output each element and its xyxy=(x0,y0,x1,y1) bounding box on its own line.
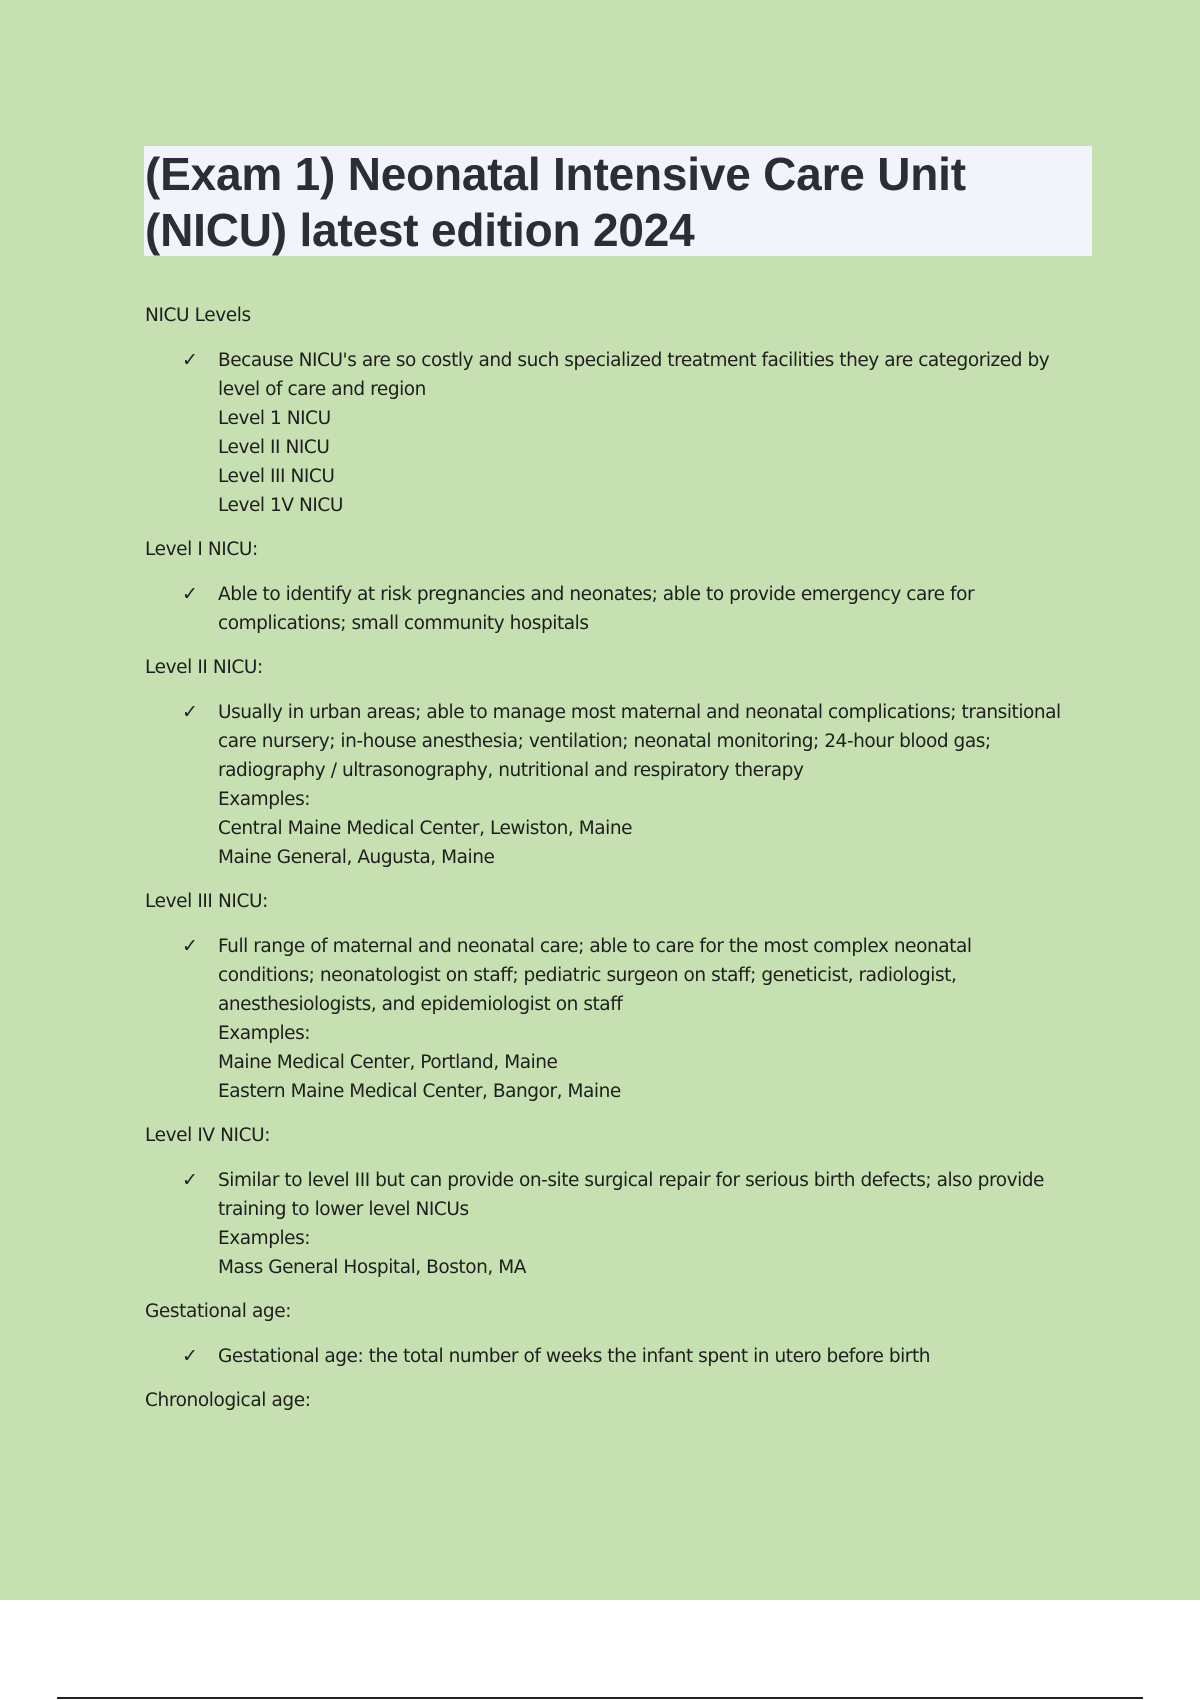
bullet-text-line: Because NICU's are so costly and such specialized treatment facilities they are categorized by xyxy=(218,350,1050,371)
section-heading: Gestational age: xyxy=(145,1301,292,1322)
checkmark-icon: ✓ xyxy=(182,1169,198,1191)
bullet-item xyxy=(145,1342,1085,1371)
bullet-text-line: care nursery; in-house anesthesia; ventilation; neonatal monitoring; 24-hour blood gas; xyxy=(218,731,991,752)
bullet-item xyxy=(145,698,1085,872)
section-heading: NICU Levels xyxy=(145,305,251,326)
bullet-text-line: level of care and region xyxy=(218,379,426,400)
footer-divider xyxy=(57,1697,1143,1699)
bullet-text-line: conditions; neonatologist on staff; pediatric surgeon on staff; geneticist, radiologist, xyxy=(218,965,957,986)
bullet-text-line: Eastern Maine Medical Center, Bangor, Maine xyxy=(218,1081,621,1102)
checkmark-icon: ✓ xyxy=(182,935,198,957)
bullet-item xyxy=(145,932,1085,1106)
bullet-text-line: Level 1 NICU xyxy=(218,408,331,429)
bullet-text-line: training to lower level NICUs xyxy=(218,1199,469,1220)
bullet-text-line: Mass General Hospital, Boston, MA xyxy=(218,1257,526,1278)
bullet-text-line: Full range of maternal and neonatal care; able to care for the most complex neonatal xyxy=(218,936,972,957)
bullet-text-line: Able to identify at risk pregnancies and neonates; able to provide emergency care for xyxy=(218,584,975,605)
bullet-text-line: Central Maine Medical Center, Lewiston, Maine xyxy=(218,818,633,839)
bullet-text-line: Examples: xyxy=(218,789,311,810)
bullet-text-line: complications; small community hospitals xyxy=(218,613,589,634)
bullet-text-line: Level II NICU xyxy=(218,437,330,458)
checkmark-icon: ✓ xyxy=(182,583,198,605)
section-heading: Level II NICU: xyxy=(145,657,263,678)
bullet-item xyxy=(145,346,1085,520)
bullet-text-line: radiography / ultrasonography, nutritional and respiratory therapy xyxy=(218,760,804,781)
bullet-text-line: Level III NICU xyxy=(218,466,335,487)
bullet-text-line: Maine General, Augusta, Maine xyxy=(218,847,495,868)
bullet-text-line: anesthesiologists, and epidemiologist on staff xyxy=(218,994,623,1015)
document-body xyxy=(145,302,1085,1431)
section-heading: Level I NICU: xyxy=(145,539,258,560)
document-title: (Exam 1) Neonatal Intensive Care Unit (NICU) latest edition 2024 xyxy=(145,148,966,256)
bullet-text-line: Maine Medical Center, Portland, Maine xyxy=(218,1052,558,1073)
section-heading: Level IV NICU: xyxy=(145,1125,271,1146)
checkmark-icon: ✓ xyxy=(182,349,198,371)
bullet-item xyxy=(145,580,1085,638)
checkmark-icon: ✓ xyxy=(182,1345,198,1367)
checkmark-icon: ✓ xyxy=(182,701,198,723)
bullet-item xyxy=(145,1166,1085,1282)
section-heading: Level III NICU: xyxy=(145,891,268,912)
bullet-text-line: Similar to level III but can provide on-site surgical repair for serious birth defects; also provide xyxy=(218,1170,1044,1191)
bullet-text-line: Examples: xyxy=(218,1228,311,1249)
bullet-text-line: Examples: xyxy=(218,1023,311,1044)
bullet-text-line: Usually in urban areas; able to manage most maternal and neonatal complications; transitional xyxy=(218,702,1061,723)
bullet-text-line: Gestational age: the total number of weeks the infant spent in utero before birth xyxy=(218,1346,931,1367)
bullet-text-line: Level 1V NICU xyxy=(218,495,343,516)
section-heading: Chronological age: xyxy=(145,1390,311,1411)
